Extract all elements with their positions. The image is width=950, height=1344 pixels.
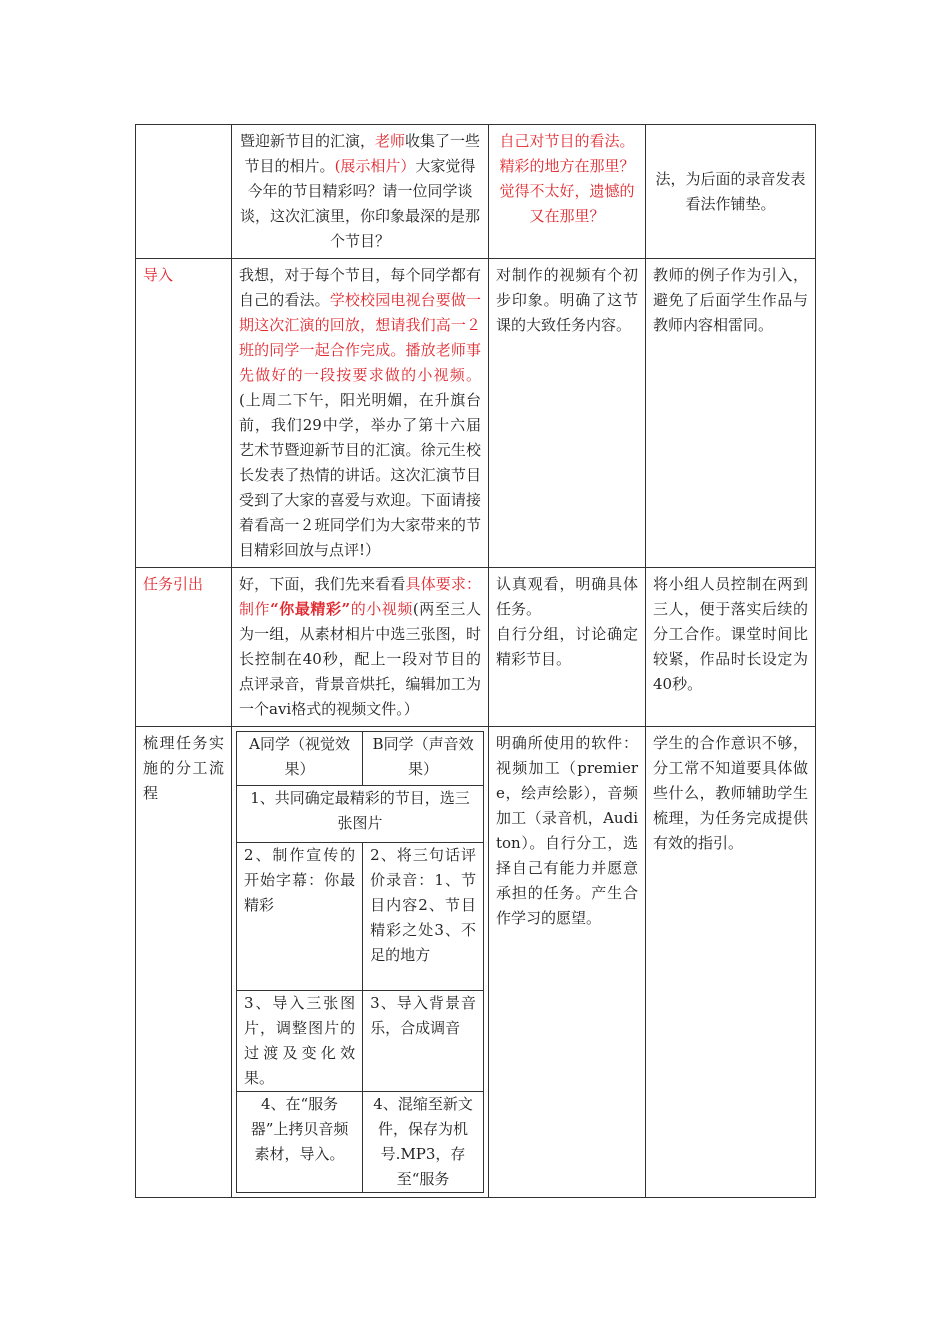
student-activity-cell: 明确所使用的软件：视频加工（premiere，绘声绘影），音频加工（录音机，Auditon）。自行分工，选择自己有能力并愿意承担的任务。产生合作学习的愿望。	[489, 727, 646, 1198]
student-a-step: 2、制作宣传的开始字幕：你最精彩	[237, 843, 363, 991]
student-activity-cell	[489, 568, 646, 727]
teacher-text: 我想，对于每个节目，每个同学都有自己的看法。	[239, 266, 481, 309]
student-activity-cell: 对制作的视频有个初步印象。明确了这节课的大致任务内容。	[489, 259, 646, 568]
student-a-step: 4、在“服务器”上拷贝音频素材，导入。	[237, 1092, 363, 1193]
inner-step-row	[237, 991, 484, 1092]
inner-step-row	[237, 786, 484, 843]
student-a-step: 3、导入三张图片，调整图片的过渡及变化效果。	[237, 991, 363, 1092]
inner-step-row	[237, 1092, 484, 1193]
stage-cell-task: 任务引出	[136, 568, 232, 727]
teacher-text: 好，下面，我们先来看看	[239, 575, 406, 593]
teacher-text-highlight: (展示相片）	[334, 157, 416, 175]
teacher-text-highlight: 学校校园电视台要做一期这次汇演的回放，想请我们高一２班的同学一起合作完成。播放老师事先做好的一段按要求做的小视频。	[239, 291, 481, 384]
design-intent-cell: 法，为后面的录音发表看法作铺垫。	[646, 125, 816, 259]
table-row-daoru	[136, 259, 816, 568]
student-b-step: 2、将三句话评价录音：1、节目内容2、节目精彩之处3、不足的地方	[363, 843, 484, 991]
shared-step-cell: 1、共同确定最精彩的节目，选三张图片	[237, 786, 484, 843]
teacher-text: 收集了一些节目的相片。	[244, 132, 481, 175]
teacher-text-highlight: 具体要求：制作	[239, 575, 481, 618]
teacher-text: 暨迎新节目的汇演，	[239, 132, 375, 150]
student-text-line: 认真观看，明确具体任务。	[496, 575, 638, 618]
stage-cell-flow: 梳理任务实施的分工流程	[136, 727, 232, 1198]
table-row-flow	[136, 727, 816, 1198]
teacher-activity-cell	[232, 125, 489, 259]
design-intent-cell: 教师的例子作为引入，避免了后面学生作品与教师内容相雷同。	[646, 259, 816, 568]
lesson-plan-table	[135, 124, 816, 1198]
inner-header-row	[237, 732, 484, 786]
teacher-text: 大家觉得今年的节目精彩吗？请一位同学谈谈，这次汇演里，你印象最深的是那个节目？	[239, 157, 480, 250]
student-b-step: 3、导入背景音乐，合成调音	[363, 991, 484, 1092]
teacher-text: (两至三人为一组，从素材相片中选三张图，时长控制在40秒，配上一段对节目的点评录音，背景音烘托，编辑加工为一个avi格式的视频文件。）	[239, 600, 481, 718]
teacher-activity-cell	[232, 727, 489, 1198]
student-a-header: A同学（视觉效果）	[237, 732, 363, 786]
video-title-highlight: “你最精彩”	[270, 600, 351, 618]
design-intent-cell: 将小组人员控制在两到三人，便于落实后续的分工合作。课堂时间比较紧，作品时长设定为40秒。	[646, 568, 816, 727]
student-b-step: 4、混缩至新文件，保存为机号.MP3，存至“服务	[363, 1092, 484, 1193]
stage-cell	[136, 125, 232, 259]
teacher-text-highlight: 的小视频	[350, 600, 413, 618]
table-row-task	[136, 568, 816, 727]
teacher-text: (上周二下午，阳光明媚，在升旗台前，我们29中学，举办了第十六届艺术节暨迎新节目的汇演。徐元生校长发表了热情的讲话。这次汇演节目受到了大家的喜爱与欢迎。下面请接着看高一２班同学们为大家带来的节目精彩回放与点评!）	[239, 391, 481, 559]
teacher-activity-cell	[232, 259, 489, 568]
student-b-header: B同学（声音效果）	[363, 732, 484, 786]
teacher-activity-cell	[232, 568, 489, 727]
teacher-text-highlight: 老师	[374, 132, 405, 150]
student-text-line: 自行分组，讨论确定精彩节目。	[496, 625, 638, 668]
inner-step-row	[237, 843, 484, 991]
stage-cell-daoru: 导入	[136, 259, 232, 568]
design-intent-cell: 学生的合作意识不够，分工常不知道要具体做些什么，教师辅助学生梳理，为任务完成提供有效的指引。	[646, 727, 816, 1198]
task-division-table	[236, 731, 484, 1193]
table-row-intro	[136, 125, 816, 259]
student-activity-cell: 自己对节目的看法。精彩的地方在那里？觉得不太好，遗憾的又在那里？	[489, 125, 646, 259]
